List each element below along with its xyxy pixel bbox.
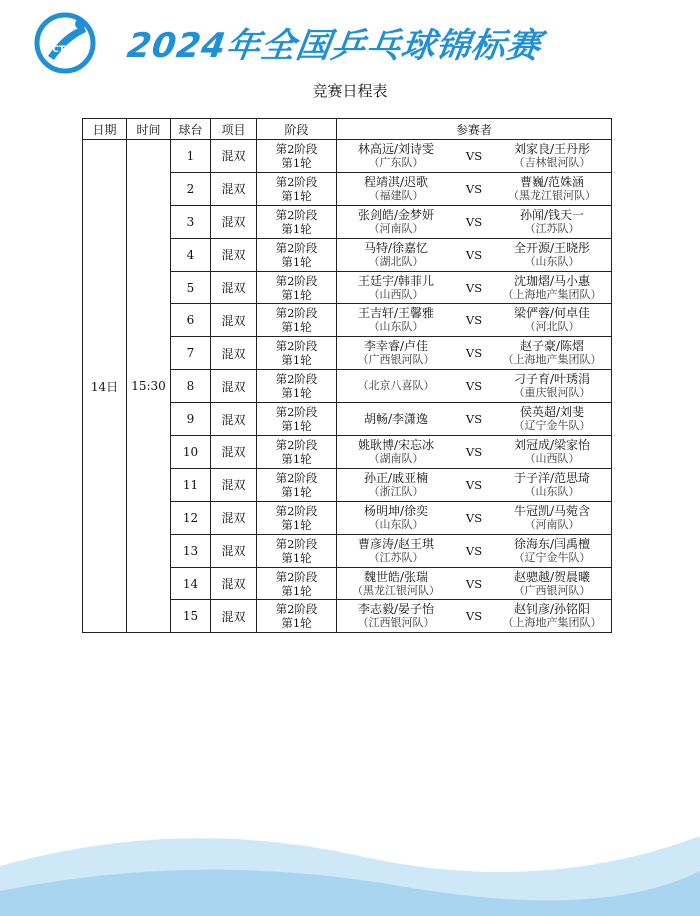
left-players: 程靖淇/迟歌 [363,174,429,189]
right-side [493,142,611,170]
right-team: （上海地产集团队） [502,616,602,630]
left-side [337,274,455,302]
left-side [337,570,455,598]
stage-round: 第1轮 [281,353,312,368]
logo-text: CTTA [52,45,78,55]
event-cell: 混双 [211,140,257,173]
participants-cell [337,468,612,501]
left-players: 孙正/戚亚楠 [363,470,429,485]
stage-cell [257,337,337,370]
right-players: 梁俨蓉/何卓佳 [513,306,591,321]
stage-cell [257,140,337,173]
right-players: 刘冠成/梁家怡 [513,437,591,452]
right-team: （河南队） [524,517,580,531]
right-team: （吉林银河队） [513,155,591,169]
right-side [493,602,611,630]
left-side [337,339,455,367]
stage-phase: 第2阶段 [275,339,318,354]
event-cell: 混双 [211,567,257,600]
stage-round: 第1轮 [281,221,312,236]
table-number-cell: 12 [171,501,211,534]
right-players: 赵钊彦/孙铭阳 [513,602,591,617]
left-side [337,412,455,426]
left-team: （江苏队） [368,550,424,564]
event-cell: 混双 [211,238,257,271]
stage-phase: 第2阶段 [275,602,318,617]
right-players: 赵骢越/贺晨曦 [513,569,591,584]
event-cell: 混双 [211,534,257,567]
stage-round: 第1轮 [281,550,312,565]
left-players: 马特/徐嘉忆 [363,240,429,255]
participants-cell [337,436,612,469]
table-number-cell: 6 [171,304,211,337]
schedule-rows [83,140,612,633]
col-header-stage: 阶段 [257,119,337,140]
left-team: （江西银河队） [357,616,435,630]
stage-cell [257,403,337,436]
left-team: （山东队） [368,517,424,531]
vs-label: VS [465,313,483,328]
stage-cell [257,238,337,271]
participants-cell [337,567,612,600]
left-side [337,537,455,565]
right-side [493,306,611,334]
participants-cell [337,140,612,173]
col-header-date: 日期 [83,119,127,140]
header-banner [0,0,700,80]
participants-cell [337,403,612,436]
right-players: 孙闻/钱天一 [519,207,585,222]
left-team: （河南队） [368,221,424,235]
vs-label: VS [465,247,483,262]
stage-phase: 第2阶段 [275,141,318,156]
stage-round: 第1轮 [281,320,312,335]
left-team: （广东队） [368,155,424,169]
left-team: （浙江队） [368,484,424,498]
col-header-time: 时间 [127,119,171,140]
right-players: 侯英超/刘斐 [519,405,585,420]
right-side [493,537,611,565]
stage-round: 第1轮 [281,386,312,401]
right-side [493,339,611,367]
stage-cell [257,205,337,238]
left-team: （山西队） [368,287,424,301]
stage-round: 第1轮 [281,254,312,269]
left-side [337,602,455,630]
right-players: 徐海东/闫禹檀 [513,536,591,551]
stage-phase: 第2阶段 [275,470,318,485]
left-team: （北京八喜队） [357,379,435,393]
table-number-cell: 11 [171,468,211,501]
vs-label: VS [465,346,483,361]
table-number-cell: 1 [171,140,211,173]
table-number-cell: 10 [171,436,211,469]
stage-round: 第1轮 [281,616,312,631]
stage-round: 第1轮 [281,583,312,598]
event-cell: 混双 [211,337,257,370]
event-cell: 混双 [211,172,257,205]
stage-phase: 第2阶段 [275,536,318,551]
table-number-cell: 7 [171,337,211,370]
page-title: 2024年全国乒乓球锦标赛 [124,26,544,66]
date-cell: 14日 [83,140,127,633]
left-players: 林高远/刘诗雯 [357,141,435,156]
left-side [337,471,455,499]
schedule-table [82,118,612,633]
right-side [493,241,611,269]
time-cell: 15:30 [127,140,171,633]
vs-label: VS [465,477,483,492]
right-side [493,175,611,203]
right-team: （江苏队） [524,221,580,235]
right-side [493,570,611,598]
left-side [337,208,455,236]
stage-phase: 第2阶段 [275,372,318,387]
right-players: 于子洋/范思琦 [513,470,591,485]
right-team: （河北队） [524,320,580,334]
table-number-cell: 14 [171,567,211,600]
right-team: （山东队） [524,254,580,268]
stage-phase: 第2阶段 [275,569,318,584]
table-number-cell: 4 [171,238,211,271]
left-team: （湖北队） [368,254,424,268]
right-players: 牛冠凯/马菀含 [513,503,591,518]
right-team: （上海地产集团队） [502,287,602,301]
right-team: （山东队） [524,484,580,498]
stage-round: 第1轮 [281,451,312,466]
right-team: （辽宁金牛队） [513,419,591,433]
stage-phase: 第2阶段 [275,240,318,255]
participants-cell [337,534,612,567]
right-side [493,438,611,466]
table-row [83,140,612,173]
table-number-cell: 13 [171,534,211,567]
right-team: （辽宁金牛队） [513,550,591,564]
right-side [493,504,611,532]
vs-label: VS [465,412,483,427]
left-players: 李幸睿/卢佳 [363,339,429,354]
participants-cell [337,600,612,633]
right-side [493,471,611,499]
table-number-cell: 3 [171,205,211,238]
stage-cell [257,436,337,469]
vs-label: VS [465,280,483,295]
event-cell: 混双 [211,403,257,436]
schedule-subtitle: 竞赛日程表 [312,82,388,100]
vs-label: VS [465,444,483,459]
stage-round: 第1轮 [281,484,312,499]
left-players: 胡畅/李潇逸 [363,412,429,427]
vs-label: VS [465,543,483,558]
right-players: 全开源/王晓彤 [513,240,591,255]
col-header-table: 球台 [171,119,211,140]
table-number-cell: 5 [171,271,211,304]
table-number-cell: 15 [171,600,211,633]
participants-cell [337,238,612,271]
left-team: （福建队） [368,188,424,202]
left-side [337,241,455,269]
stage-cell [257,534,337,567]
event-cell: 混双 [211,205,257,238]
left-side [337,379,455,393]
stage-phase: 第2阶段 [275,306,318,321]
left-side [337,142,455,170]
participants-cell [337,337,612,370]
table-number-cell: 8 [171,370,211,403]
left-players: 姚耿博/宋忘冰 [357,437,435,452]
participants-cell [337,501,612,534]
decorative-wave [0,796,700,916]
right-players: 沈珈熠/马小惠 [513,273,591,288]
left-team: （山东队） [368,320,424,334]
left-players: 张剑皓/金梦妍 [357,207,435,222]
stage-round: 第1轮 [281,188,312,203]
vs-label: VS [465,576,483,591]
left-team: （黑龙江银河队） [352,583,440,597]
vs-label: VS [465,181,483,196]
vs-label: VS [465,379,483,394]
right-team: （黑龙江银河队） [508,188,596,202]
stage-phase: 第2阶段 [275,405,318,420]
right-players: 刘家良/王丹彤 [513,141,591,156]
stage-phase: 第2阶段 [275,207,318,222]
stage-cell [257,501,337,534]
left-players: 李志毅/晏子怡 [357,602,435,617]
left-players: 杨明坤/徐奕 [363,503,429,518]
vs-label: VS [465,609,483,624]
event-cell: 混双 [211,271,257,304]
left-side [337,175,455,203]
left-side [337,438,455,466]
right-side [493,405,611,433]
event-cell: 混双 [211,501,257,534]
stage-cell [257,567,337,600]
left-players: 曹彦涛/赵王琪 [357,536,435,551]
stage-cell [257,370,337,403]
stage-round: 第1轮 [281,419,312,434]
left-players: 王吉轩/王馨雅 [357,306,435,321]
participants-cell [337,370,612,403]
stage-cell [257,600,337,633]
ctta-logo-icon [34,12,96,74]
table-number-cell: 9 [171,403,211,436]
stage-round: 第1轮 [281,287,312,302]
stage-phase: 第2阶段 [275,503,318,518]
left-side [337,306,455,334]
participants-cell [337,304,612,337]
event-cell: 混双 [211,600,257,633]
stage-cell [257,271,337,304]
event-cell: 混双 [211,304,257,337]
left-team: （湖南队） [368,451,424,465]
participants-cell [337,205,612,238]
left-side [337,504,455,532]
vs-label: VS [465,510,483,525]
stage-round: 第1轮 [281,155,312,170]
left-team: （广西银河队） [357,353,435,367]
stage-phase: 第2阶段 [275,273,318,288]
event-cell: 混双 [211,468,257,501]
vs-label: VS [465,148,483,163]
participants-cell [337,271,612,304]
right-players: 曹巍/范姝涵 [519,174,585,189]
right-side [493,372,611,400]
vs-label: VS [465,214,483,229]
col-header-event: 项目 [211,119,257,140]
left-players: 魏世皓/张瑞 [363,569,429,584]
stage-cell [257,304,337,337]
participants-cell [337,172,612,205]
stage-cell [257,172,337,205]
right-players: 刁子育/叶琇涓 [513,372,591,387]
right-side [493,274,611,302]
right-side [493,208,611,236]
right-team: （山西队） [524,451,580,465]
left-players: 王廷宇/韩菲儿 [357,273,435,288]
col-header-participants: 参赛者 [337,119,612,140]
stage-phase: 第2阶段 [275,437,318,452]
right-team: （广西银河队） [513,583,591,597]
table-header-row [83,119,612,140]
stage-phase: 第2阶段 [275,174,318,189]
event-cell: 混双 [211,370,257,403]
stage-round: 第1轮 [281,517,312,532]
event-cell: 混双 [211,436,257,469]
table-number-cell: 2 [171,172,211,205]
stage-cell [257,468,337,501]
right-team: （上海地产集团队） [502,353,602,367]
right-players: 赵子豪/陈熠 [519,339,585,354]
right-team: （重庆银河队） [513,386,591,400]
